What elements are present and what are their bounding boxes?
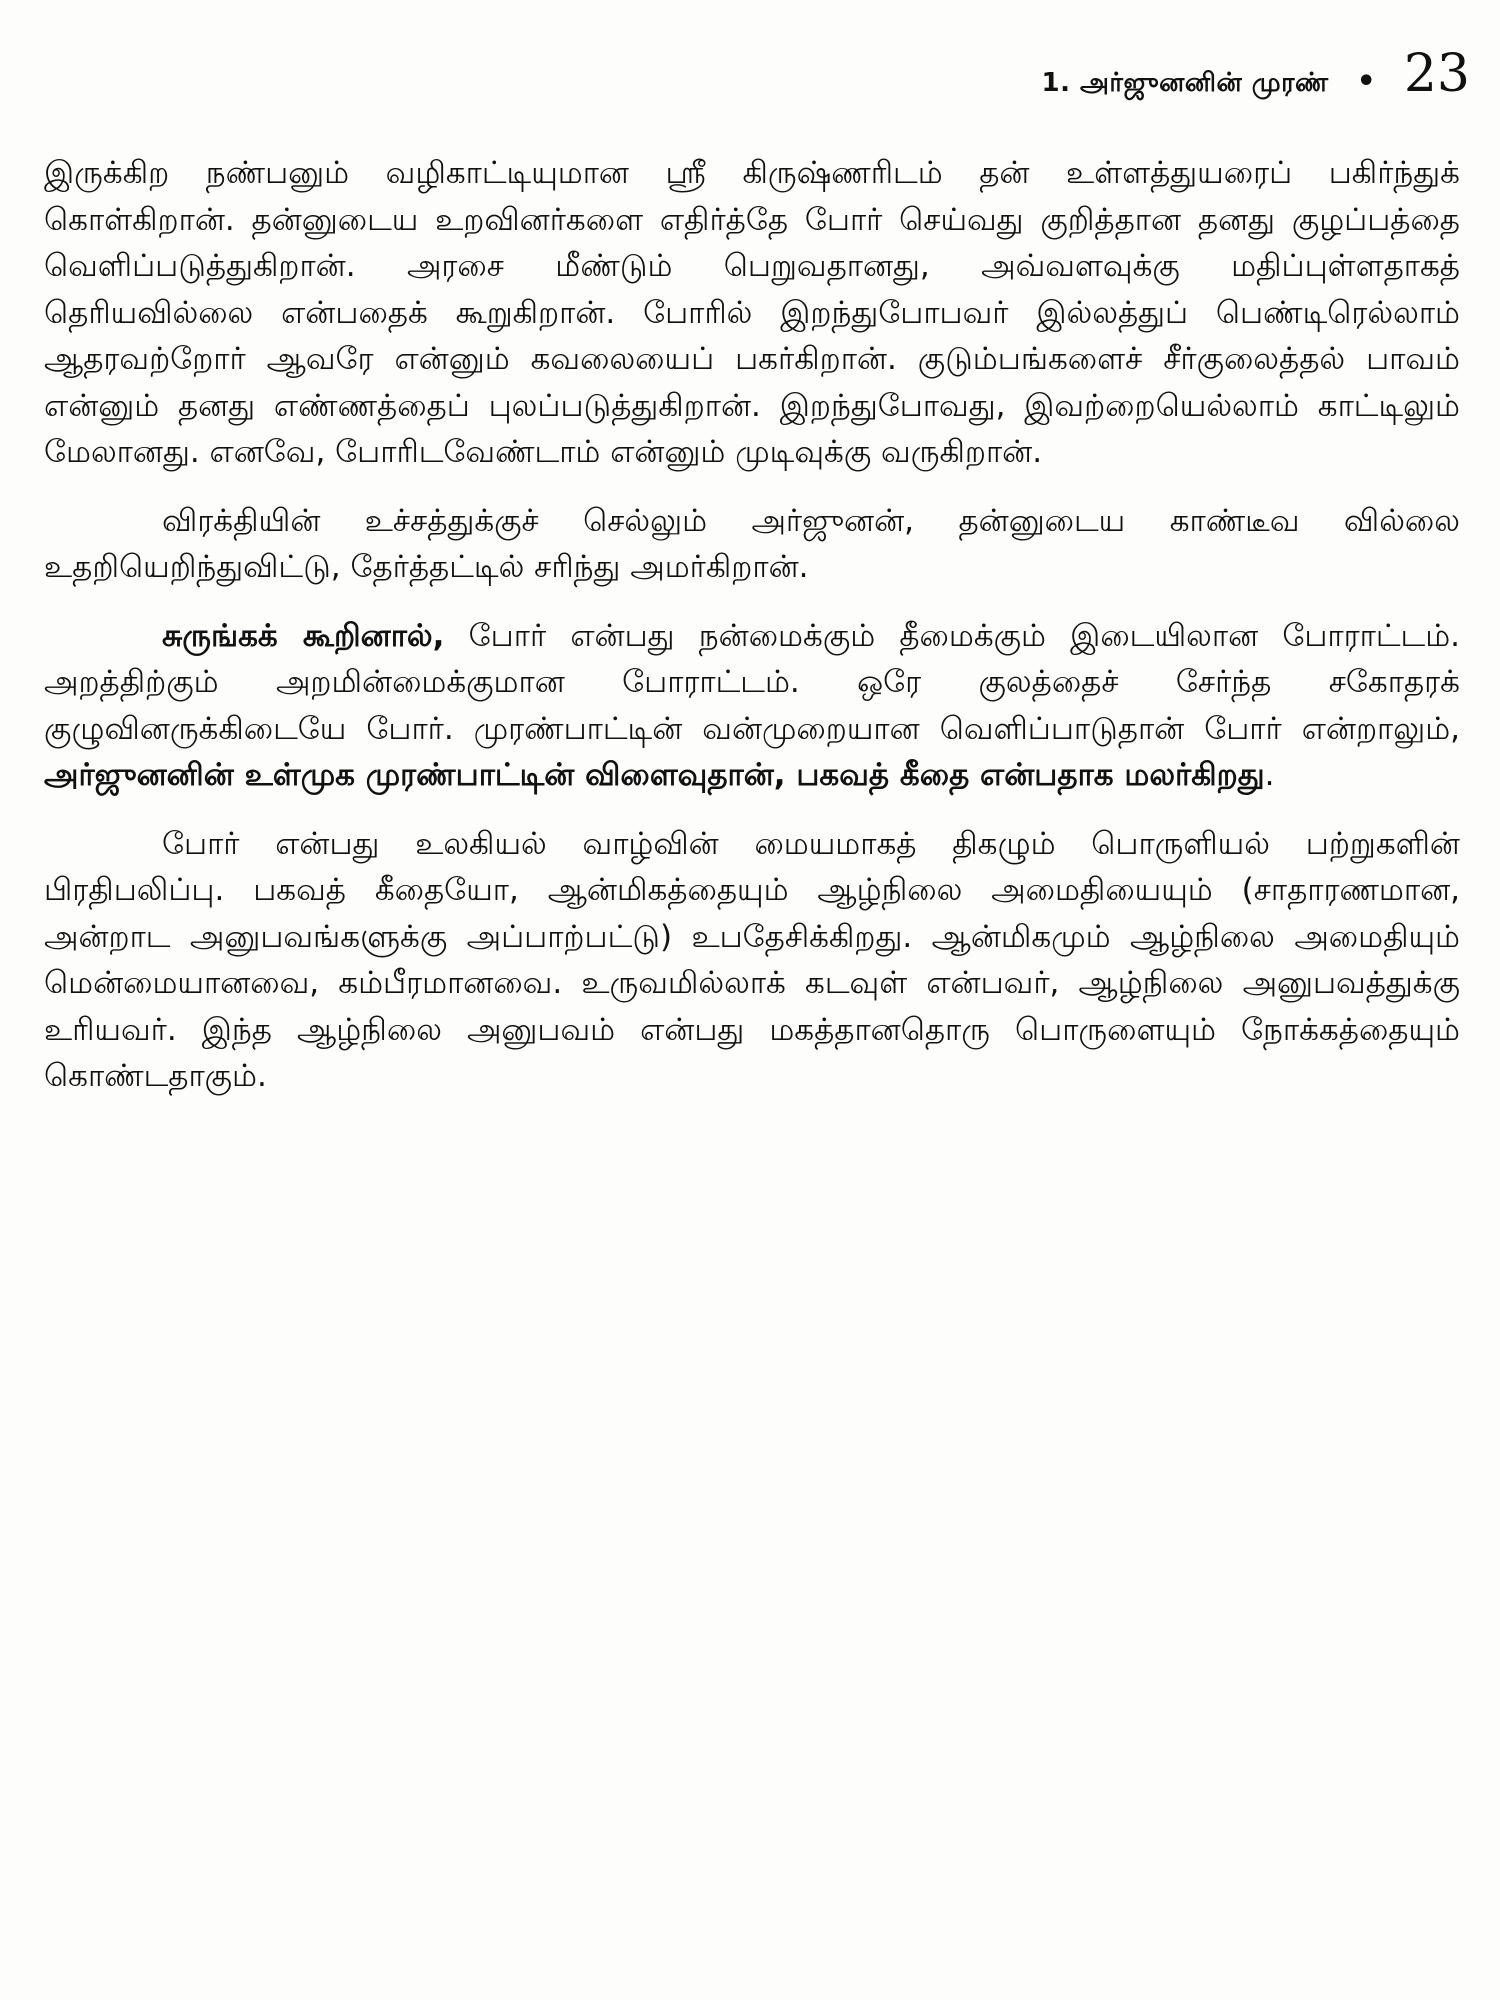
paragraph-3-text: போர் என்பது நன்மைக்கும் தீமைக்கும் இடையிலான போராட்டம். அறத்திற்கும் அறமின்மைக்குமான போராட்டம். ஒரே குலத்தைச் சேர்ந்த சகோதரக் குழுவினருக்கிடையே போர். முரண்பாட்டின் வன்முறையான வெளிப்பாடுதான் போர் என்றாலும், <box>44 617 1460 747</box>
body-text <box>44 150 1460 1122</box>
paragraph-2: விரக்தியின் உச்சத்துக்குச் செல்லும் அர்ஜுனன், தன்னுடைய காண்டீவ வில்லை உதறியெறிந்துவிட்டு, தேர்த்தட்டில் சரிந்து அமர்கிறான். <box>44 502 1460 585</box>
paragraph-3 <box>44 613 1460 799</box>
paragraph-3-bold-tail: அர்ஜுனனின் உள்முக முரண்பாட்டின் விளைவுதான், பகவத் கீதை என்பதாக மலர்கிறது <box>44 757 1265 793</box>
running-header <box>30 44 1470 118</box>
page-number: 23 <box>1403 44 1470 104</box>
paragraph-3-tail-punct: . <box>1264 757 1275 793</box>
paragraph-4: போர் என்பது உலகியல் வாழ்வின் மையமாகத் திகழும் பொருளியல் பற்றுகளின் பிரதிபலிப்பு. பகவத் கீதையோ, ஆன்மிகத்தையும் ஆழ்நிலை அமைதியையும் (சாதாரணமான, அன்றாட அனுபவங்களுக்கு அப்பாற்பட்டு) உபதேசிக்கிறது. ஆன்மிகமும் ஆழ்நிலை அமைதியும் மென்மையானவை, கம்பீரமானவை. உருவமில்லாக் கடவுள் என்பவர், ஆழ்நிலை அனுபவத்துக்கு உரியவர். இந்த ஆழ்நிலை அனுபவம் என்பது மகத்தானதொரு பொருளையும் நோக்கத்தையும் கொண்டதாகும். <box>44 825 1460 1094</box>
paragraph-3-bold-lead: சுருங்கக் கூறினால், <box>162 617 445 654</box>
chapter-title: 1. அர்ஜுனனின் முரண் <box>1041 68 1329 98</box>
header-bullet: • <box>1356 64 1376 99</box>
paragraph-1: இருக்கிற நண்பனும் வழிகாட்டியுமான ஸ்ரீ கிருஷ்ணரிடம் தன் உள்ளத்துயரைப் பகிர்ந்துக் கொள்கிறான். தன்னுடைய உறவினர்களை எதிர்த்தே போர் செய்வது குறித்தான தனது குழப்பத்தை வெளிப்படுத்துகிறான். அரசை மீண்டும் பெறுவதானது, அவ்வளவுக்கு மதிப்புள்ளதாகத் தெரியவில்லை என்பதைக் கூறுகிறான். போரில் இறந்துபோபவர் இல்லத்துப் பெண்டிரெல்லாம் ஆதரவற்றோர் ஆவரே என்னும் கவலையைப் பகர்கிறான். குடும்பங்களைச் சீர்குலைத்தல் பாவம் என்னும் தனது எண்ணத்தைப் புலப்படுத்துகிறான். இறந்துபோவது, இவற்றையெல்லாம் காட்டிலும் மேலானது. எனவே, போரிடவேண்டாம் என்னும் முடிவுக்கு வருகிறான். <box>44 155 1460 470</box>
